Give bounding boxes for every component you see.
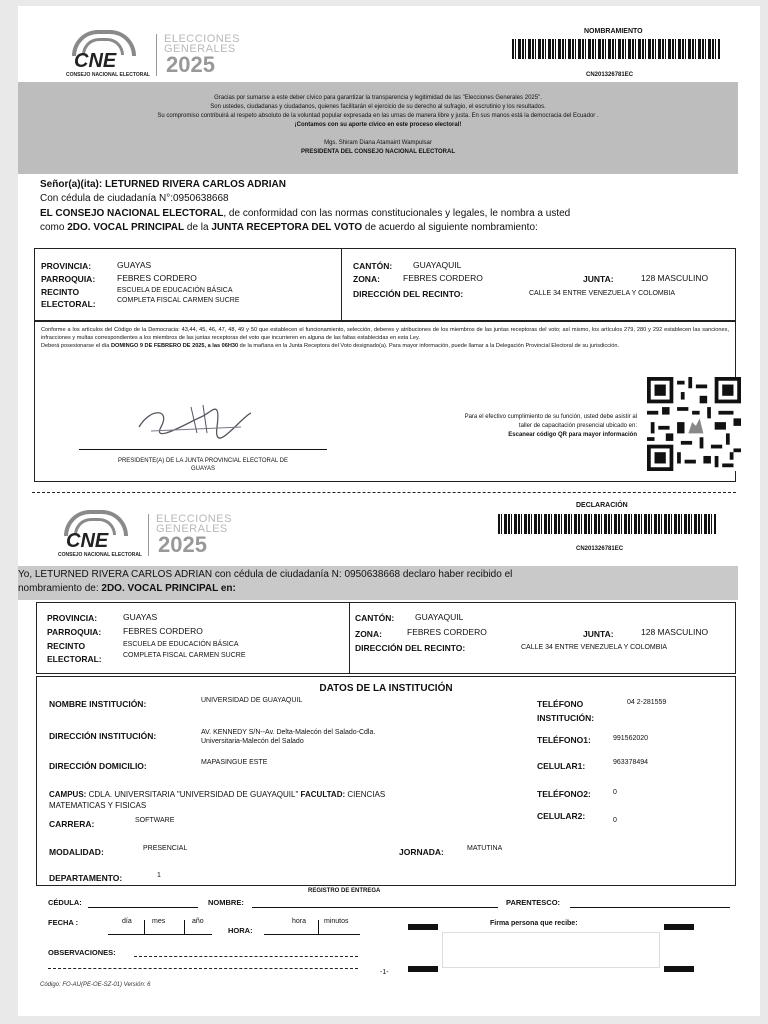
provincia-value-2: GUAYAS: [123, 612, 158, 622]
celular2-value: 0: [613, 817, 617, 824]
cne-logo-subtitle: CONSEJO NACIONAL ELECTORAL: [66, 72, 150, 78]
declaration-band: [18, 566, 738, 600]
cne-logo-subtitle-2: CONSEJO NACIONAL ELECTORAL: [58, 552, 142, 558]
generales-label: GENERALES: [164, 43, 236, 55]
modalidad-value: PRESENCIAL: [143, 845, 188, 852]
nombramiento-title: NOMBRAMIENTO: [584, 28, 643, 35]
nombre-field[interactable]: [252, 907, 498, 908]
institution-box: [36, 676, 736, 886]
celular2-label: CELULAR2:: [537, 811, 586, 821]
telefono1-value: 991562020: [613, 735, 649, 742]
location-box-2: [36, 602, 736, 674]
qr-code[interactable]: [647, 377, 741, 471]
telefono-institucion-label-1: TELÉFONO: [537, 699, 584, 709]
registro-entrega-title: REGISTRO DE ENTREGA: [308, 888, 381, 894]
telefono-institucion-value: 04 2-281559: [627, 699, 667, 706]
cne-logo-text-2: CNE: [66, 530, 109, 552]
declaracion-title: DECLARACIÓN: [576, 502, 628, 509]
direccion-domicilio-value: MAPASINGUE ESTE: [201, 759, 268, 766]
telefono2-label: TELÉFONO2:: [537, 789, 591, 799]
elecciones-label-2: ELECCIONES: [156, 513, 232, 525]
provincia-label-2: PROVINCIA:: [47, 613, 98, 623]
telefono1-label: TELÉFONO1:: [537, 735, 591, 745]
zona-label: ZONA:: [353, 274, 380, 284]
celular1-value: 963378494: [613, 759, 649, 766]
telefono2-value: 0: [613, 789, 617, 796]
legal-paragraph-1: Conforme a los artículos del Código de la Democracia: 43,44, 45, 46, 47, 48, 49 y 50 que establecen el funcionamiento, selección, deberes y atribuciones de los miembros de las juntas receptoras del voto; así mismo, los artículos 279, 280 y 292 establecen las sanciones, infracciones y multas correspondientes a los miembros de las juntas receptoras del voto que incurrieren en alguna de las faltas establecidas en esta Ley.: [41, 327, 729, 341]
nombre-field-label: NOMBRE:: [208, 898, 244, 907]
direccion-institucion-label: DIRECCIÓN INSTITUCIÓN:: [49, 731, 157, 741]
cne-logo-text: CNE: [74, 50, 117, 72]
zona-label-2: ZONA:: [355, 629, 382, 639]
fecha-field[interactable]: [108, 934, 212, 935]
qr-instructions: Para el efectivo cumplimiento de su función, usted debe asistir al taller de capacitación presencial ubicado en: Escanear código QR para mayor información: [464, 414, 637, 438]
direccion-domicilio-label: DIRECCIÓN DOMICILIO:: [49, 761, 147, 771]
minutos-sub-label: minutos: [324, 918, 349, 925]
jornada-label: JORNADA:: [399, 847, 444, 857]
hora-label: HORA:: [228, 926, 253, 935]
departamento-label: DEPARTAMENTO:: [49, 873, 123, 883]
hora-field[interactable]: [264, 934, 360, 935]
telefono-institucion-label-2: INSTITUCIÓN:: [537, 713, 595, 723]
canton-value-2: GUAYAQUIL: [415, 612, 464, 622]
electoral-label: ELECTORAL:: [41, 299, 96, 309]
direccion-recinto-label-2: DIRECCIÓN DEL RECINTO:: [355, 643, 466, 653]
parroquia-value-2: FEBRES CORDERO: [123, 626, 203, 636]
salutation: Señor(a)(ita): LETURNED RIVERA CARLOS ADRIAN: [40, 179, 286, 190]
declaration-line-2: nombramiento de: 2DO. VOCAL PRINCIPAL en:: [18, 583, 236, 594]
signature-image: [131, 387, 261, 447]
cne-logo-2: [54, 504, 234, 560]
dia-label: día: [122, 918, 132, 925]
page-number: -1-: [380, 969, 389, 976]
form-code: Código: FO-AU(PE-OE-SZ-01) Versión: 6: [40, 982, 151, 988]
appointment-body-2: como 2DO. VOCAL PRINCIPAL de la JUNTA RECEPTORA DEL VOTO de acuerdo al siguiente nombramiento:: [40, 222, 538, 233]
legal-box: [34, 320, 736, 482]
appointment-body-1: EL CONSEJO NACIONAL ELECTORAL, de conformidad con las normas constitucionales y legales, le nombra a usted: [40, 208, 571, 219]
recinto-value-2b: COMPLETA FISCAL CARMEN SUCRE: [123, 652, 246, 659]
canton-value: GUAYAQUIL: [413, 260, 462, 270]
legal-text: [41, 327, 729, 350]
institution-title: DATOS DE LA INSTITUCIÓN: [319, 683, 453, 694]
elecciones-label: ELECCIONES: [164, 33, 240, 45]
banner-line-2: Son ustedes, ciudadanas y ciudadanos, quienes facilitarán el ejercicio de su derecho al sufragio, el escrutinio y los resultados.: [210, 104, 546, 110]
declaration-line-1: Yo, LETURNED RIVERA CARLOS ADRIAN con cédula de ciudadanía N: 0950638668 declaro haber recibido el: [18, 569, 513, 580]
observaciones-label: OBSERVACIONES:: [48, 948, 116, 957]
nombre-institucion-value: UNIVERSIDAD DE GUAYAQUIL: [201, 697, 303, 704]
declaracion-code: CN201326781EC: [576, 546, 624, 552]
recinto-value-1: ESCUELA DE EDUCACIÓN BÁSICA: [117, 287, 233, 294]
gratitude-banner: [18, 82, 738, 174]
nombre-institucion-label: NOMBRE INSTITUCIÓN:: [49, 699, 147, 709]
banner-line-4: ¡Contamos con su aporte cívico en este proceso electoral!: [294, 122, 462, 128]
banner-line-3: Su compromiso contribuirá al respeto absoluto de la voluntad popular expresada en las urnas de manera libre y justa. En sus manos está la democracia del Ecuador .: [157, 113, 599, 119]
president-caption: PRESIDENTE(A) DE LA JUNTA PROVINCIAL ELECTORAL DE GUAYAS: [117, 458, 289, 472]
election-year: 2025: [166, 52, 215, 77]
direccion-recinto-value: CALLE 34 ENTRE VENEZUELA Y COLOMBIA: [529, 290, 676, 297]
cut-line: [32, 492, 736, 494]
junta-value-2: 128 MASCULINO: [641, 627, 709, 637]
barcode-declaracion: [498, 514, 716, 534]
recinto-value-2: COMPLETA FISCAL CARMEN SUCRE: [117, 297, 240, 304]
junta-label-2: JUNTA:: [583, 629, 614, 639]
junta-label: JUNTA:: [583, 274, 614, 284]
parentesco-field[interactable]: [570, 907, 730, 908]
jornada-value: MATUTINA: [467, 845, 503, 852]
provincia-value: GUAYAS: [117, 260, 152, 270]
campus-facultad: CAMPUS: CDLA. UNIVERSITARIA "UNIVERSIDAD DE GUAYAQUIL" FACULTAD: CIENCIAS MATEMATICAS Y FISICAS: [49, 790, 386, 810]
recinto-label: RECINTO: [41, 287, 80, 297]
recinto-value-2a: ESCUELA DE EDUCACIÓN BÁSICA: [123, 641, 239, 648]
parroquia-label-2: PARROQUIA:: [47, 627, 102, 637]
cedula-field[interactable]: [88, 907, 198, 908]
location-box-1: [34, 248, 736, 322]
mes-label: mes: [152, 918, 166, 925]
nombramiento-code: CN201326781EC: [586, 72, 634, 78]
recinto-label-2: RECINTO: [47, 641, 86, 651]
observaciones-field-1[interactable]: [134, 956, 358, 958]
banner-signer: Mgs. Shiram Diana Atamaint Wampulsar: [324, 140, 432, 146]
cedula-field-label: CÉDULA:: [48, 898, 82, 907]
signature-field[interactable]: [442, 932, 660, 968]
document-page: [18, 6, 760, 1016]
parroquia-label: PARROQUIA:: [41, 274, 96, 284]
modalidad-label: MODALIDAD:: [49, 847, 104, 857]
departamento-value: 1: [157, 872, 161, 879]
canton-label-2: CANTÓN:: [355, 613, 395, 623]
direccion-institucion-value-1: AV. KENNEDY S/N--Av. Delta-Malecón del Salado-Cdla.: [201, 729, 376, 736]
canton-label: CANTÓN:: [353, 261, 393, 271]
zona-value: FEBRES CORDERO: [403, 273, 483, 283]
anio-label: año: [192, 918, 204, 925]
cedula-line: Con cédula de ciudadanía N°:0950638668: [40, 193, 229, 204]
carrera-label: CARRERA:: [49, 819, 95, 829]
firma-label: Firma persona que recibe:: [490, 920, 578, 927]
junta-value: 128 MASCULINO: [641, 273, 709, 283]
electoral-label-2: ELECTORAL:: [47, 654, 102, 664]
cne-logo: [62, 24, 242, 80]
generales-label-2: GENERALES: [156, 523, 228, 535]
carrera-value: SOFTWARE: [135, 817, 175, 824]
banner-signer-title: PRESIDENTA DEL CONSEJO NACIONAL ELECTORAL: [300, 149, 456, 155]
direccion-recinto-label: DIRECCIÓN DEL RECINTO:: [353, 289, 464, 299]
fecha-label: FECHA :: [48, 918, 79, 927]
election-year-2: 2025: [158, 532, 207, 557]
legal-paragraph-2: Deberá posesionarse el día DOMINGO 9 DE FEBRERO DE 2025, a las 06H30 de la mañana en la Junta Receptora del Voto designado(a). Para mayor información, puede llamar a la Delegación Provincial Electoral de su jurisdicción.: [41, 342, 620, 349]
banner-line-1: Gracias por sumarse a este deber cívico para garantizar la transparencia y legitimidad de las "Elecciones Generales 2025".: [214, 95, 542, 101]
observaciones-field-2[interactable]: [48, 968, 358, 970]
parentesco-field-label: PARENTESCO:: [506, 898, 561, 907]
provincia-label: PROVINCIA:: [41, 261, 92, 271]
direccion-institucion-value-2: Universitaria-Malecón del Salado: [201, 738, 304, 745]
zona-value-2: FEBRES CORDERO: [407, 627, 487, 637]
barcode-nombramiento: [512, 39, 720, 59]
direccion-recinto-value-2: CALLE 34 ENTRE VENEZUELA Y COLOMBIA: [521, 644, 668, 651]
celular1-label: CELULAR1:: [537, 761, 586, 771]
hora-sub-label: hora: [292, 918, 307, 925]
parroquia-value: FEBRES CORDERO: [117, 273, 197, 283]
